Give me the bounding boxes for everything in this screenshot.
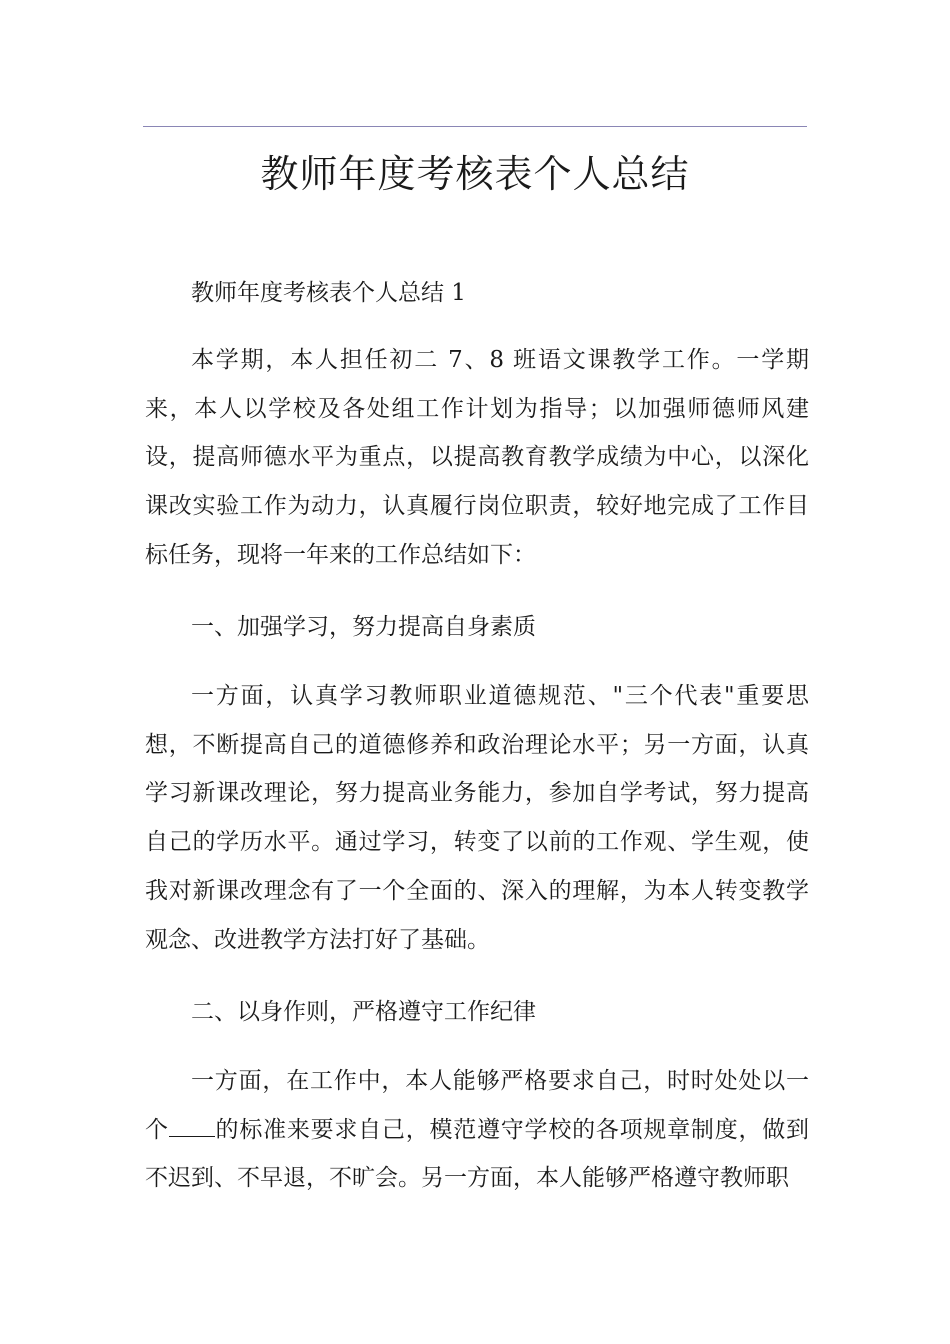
- section-2-heading: 二、以身作则，严格遵守工作纪律: [191, 999, 536, 1025]
- section-2-paragraph: [145, 1057, 809, 1203]
- document-title: 教师年度考核表个人总结: [260, 152, 690, 196]
- header-rule: [143, 126, 807, 127]
- intro-paragraph: 本学期，本人担任初二 7、8 班语文课教学工作。一学期来，本人以学校及各处组工作计划为指导；以加强师德师风建设，提高师德水平为重点，以提高教育教学成绩为中心，以深化课改实验工作为动力，认真履行岗位职责，较好地完成了工作目标任务，现将一年来的工作总结如下：: [145, 347, 809, 568]
- section-1-paragraph: 一方面，认真学习教师职业道德规范、"三个代表"重要思想，不断提高自己的道德修养和政治理论水平；另一方面，认真学习新课改理论，努力提高业务能力，参加自学考试，努力提高自己的学历水平。通过学习，转变了以前的工作观、学生观，使我对新课改理念有了一个全面的、深入的理解，为本人转变教学观念、改进教学方法打好了基础。: [145, 683, 809, 953]
- section-1-heading: 一、加强学习，努力提高自身素质: [191, 614, 536, 640]
- document-subtitle: 教师年度考核表个人总结 1: [191, 280, 466, 306]
- section-2-text-part1: 一方面，在工作中，本人能够严格要求自己，时时处处以一个: [145, 1068, 809, 1143]
- section-2-text-part2: 的标准来要求自己，模范遵守学校的各项规章制度，做到不迟到、不早退，不旷会。另一方面，本人能够严格遵守教师职: [145, 1116, 810, 1192]
- fill-in-blank: [169, 1118, 215, 1137]
